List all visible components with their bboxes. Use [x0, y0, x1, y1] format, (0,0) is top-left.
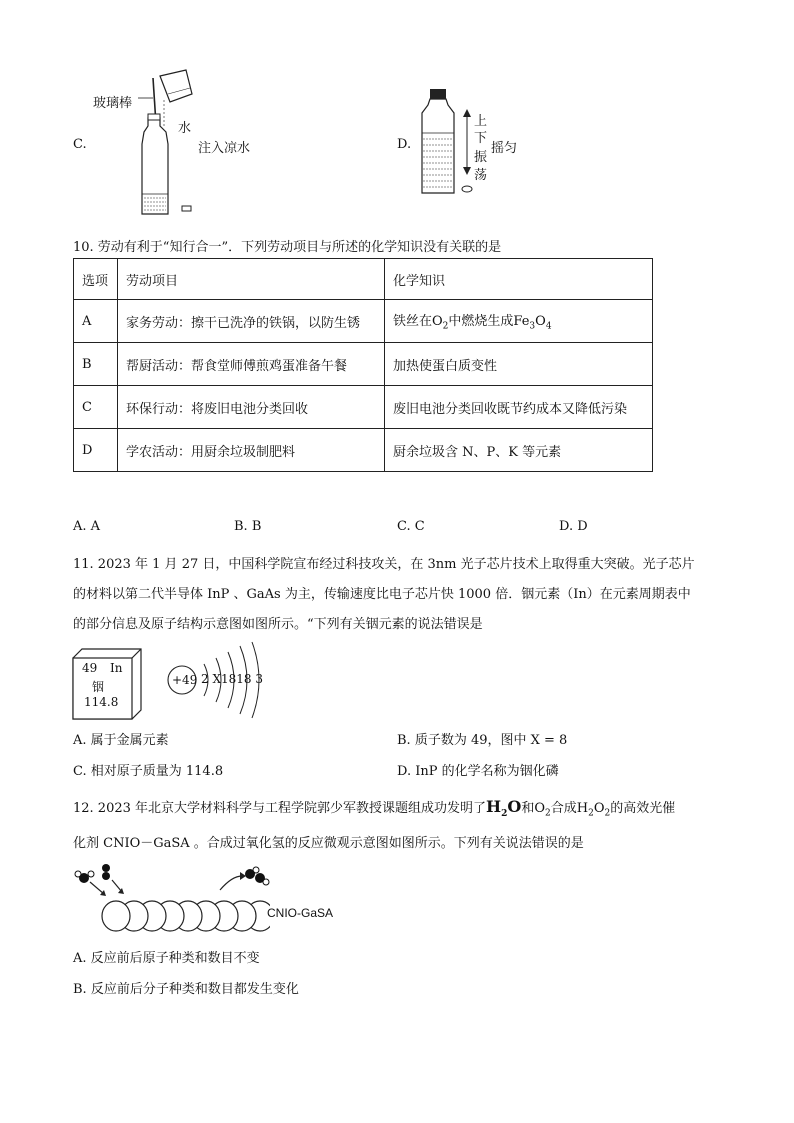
q12-text: 和 — [521, 801, 535, 816]
table-row — [74, 386, 653, 429]
row-option: D — [74, 429, 118, 472]
shake-sway-label: 荡 — [474, 168, 488, 183]
table-row — [74, 429, 653, 472]
shake-up-label: 上 — [474, 114, 488, 129]
figure-d-letter: D. — [397, 137, 412, 152]
q12-text: 12. 2023 年北京大学材料科学与工程学院郭少军教授课题组成功发明了 — [73, 801, 487, 816]
subscript: 2 — [588, 808, 594, 819]
row-labor: 环保行动：将废旧电池分类回收 — [118, 386, 385, 429]
q12-option-b: B. 反应前后分子种类和数目都发生变化 — [73, 982, 299, 997]
subscript: 2 — [442, 321, 449, 332]
formula-part: O — [507, 797, 522, 816]
q10-option-c: C. C — [397, 519, 425, 534]
row-knowledge: 厨余垃圾含 N、P、K 等元素 — [385, 429, 653, 472]
row-option: A — [74, 300, 118, 343]
q11-option-b: B. 质子数为 49，图中 X = 8 — [397, 733, 568, 748]
formula-h2o2 — [576, 801, 611, 819]
formula-h2o — [486, 797, 522, 820]
formula-part: H — [486, 797, 502, 816]
row-labor: 帮厨活动：帮食堂师傅煎鸡蛋准备午餐 — [118, 343, 385, 386]
bottle-pouring-figure — [120, 64, 200, 220]
figure-c-letter: C. — [73, 137, 87, 152]
water-label: 水 — [178, 121, 192, 136]
reaction-micro-diagram — [70, 860, 270, 940]
pour-cold-water-label: 注入凉水 — [198, 141, 251, 156]
q12-text: 的高效光催 — [610, 801, 676, 816]
q11-line-1: 11. 2023 年 1 月 27 日，中国科学院宣布经过科技攻关，在 3nm 光子芯片技术上取得重大突破。光子芯片 — [73, 557, 695, 572]
formula-part: H — [576, 801, 589, 816]
element-cell-box — [72, 648, 142, 720]
shake-vib-label: 振 — [474, 150, 488, 165]
q12-line-2: 化剂 CNIO－GaSA 。合成过氧化氢的反应微观示意图如图所示。下列有关说法错误的是 — [73, 836, 584, 851]
q10-table — [73, 258, 653, 472]
subscript: 2 — [545, 808, 551, 819]
shake-even-label: 摇匀 — [491, 141, 518, 156]
q10-option-d: D. D — [559, 519, 588, 534]
formula-part: O — [593, 801, 605, 816]
subscript: 2 — [604, 808, 611, 819]
element-symbol: In — [110, 661, 123, 675]
electron-shells: 2 X1818 3 — [201, 672, 263, 686]
knowledge-text: O — [535, 314, 546, 330]
row-knowledge — [385, 300, 653, 343]
q10-option-a: A. A — [73, 519, 101, 534]
catalyst-label: CNIO-GaSA — [267, 906, 334, 920]
nucleus-charge: +49 — [172, 673, 198, 687]
knowledge-text: 中燃烧生成Fe — [448, 314, 530, 330]
formula-part: O — [534, 801, 546, 816]
table-header-row — [74, 259, 653, 300]
row-labor: 家务劳动：擦干已洗净的铁锅，以防生锈 — [118, 300, 385, 343]
knowledge-text: 铁丝在O — [393, 314, 443, 330]
row-option: B — [74, 343, 118, 386]
q11-option-a: A. 属于金属元素 — [73, 733, 169, 748]
row-knowledge: 加热使蛋白质变性 — [385, 343, 653, 386]
q11-line-3: 的部分信息及原子结构示意图如图所示。“下列有关铟元素的说法错误是 — [73, 617, 483, 632]
shake-down-label: 下 — [474, 131, 488, 146]
header-labor: 劳动项目 — [118, 259, 385, 300]
q12-option-a: A. 反应前后原子种类和数目不变 — [73, 951, 260, 966]
q11-option-d: D. InP 的化学名称为铟化磷 — [397, 764, 559, 779]
header-option: 选项 — [74, 259, 118, 300]
q11-option-c: C. 相对原子质量为 114.8 — [73, 764, 224, 779]
q12-text: 合成 — [550, 801, 577, 816]
table-row — [74, 343, 653, 386]
q10-stem: 10. 劳动有利于“知行合一”．下列劳动项目与所述的化学知识没有关联的是 — [73, 240, 502, 255]
header-knowledge: 化学知识 — [385, 259, 653, 300]
row-knowledge: 废旧电池分类回收既节约成本又降低污染 — [385, 386, 653, 429]
element-mass: 114.8 — [84, 695, 119, 709]
element-name: 铟 — [92, 680, 105, 694]
subscript: 4 — [545, 321, 552, 332]
element-number: 49 — [82, 661, 98, 675]
table-row — [74, 300, 653, 343]
row-option: C — [74, 386, 118, 429]
q11-line-2: 的材料以第二代半导体 InP 、GaAs 为主，传输速度比电子芯片快 1000 倍．铟元素（In）在元素周期表中 — [73, 587, 691, 602]
row-labor: 学农活动：用厨余垃圾制肥料 — [118, 429, 385, 472]
q10-option-b: B. B — [234, 519, 262, 534]
q12-line-1 — [73, 797, 675, 819]
formula-o2 — [534, 801, 551, 819]
subscript: 3 — [529, 321, 536, 332]
subscript: 2 — [501, 809, 508, 820]
glass-rod-label: 玻璃棒 — [93, 96, 133, 111]
